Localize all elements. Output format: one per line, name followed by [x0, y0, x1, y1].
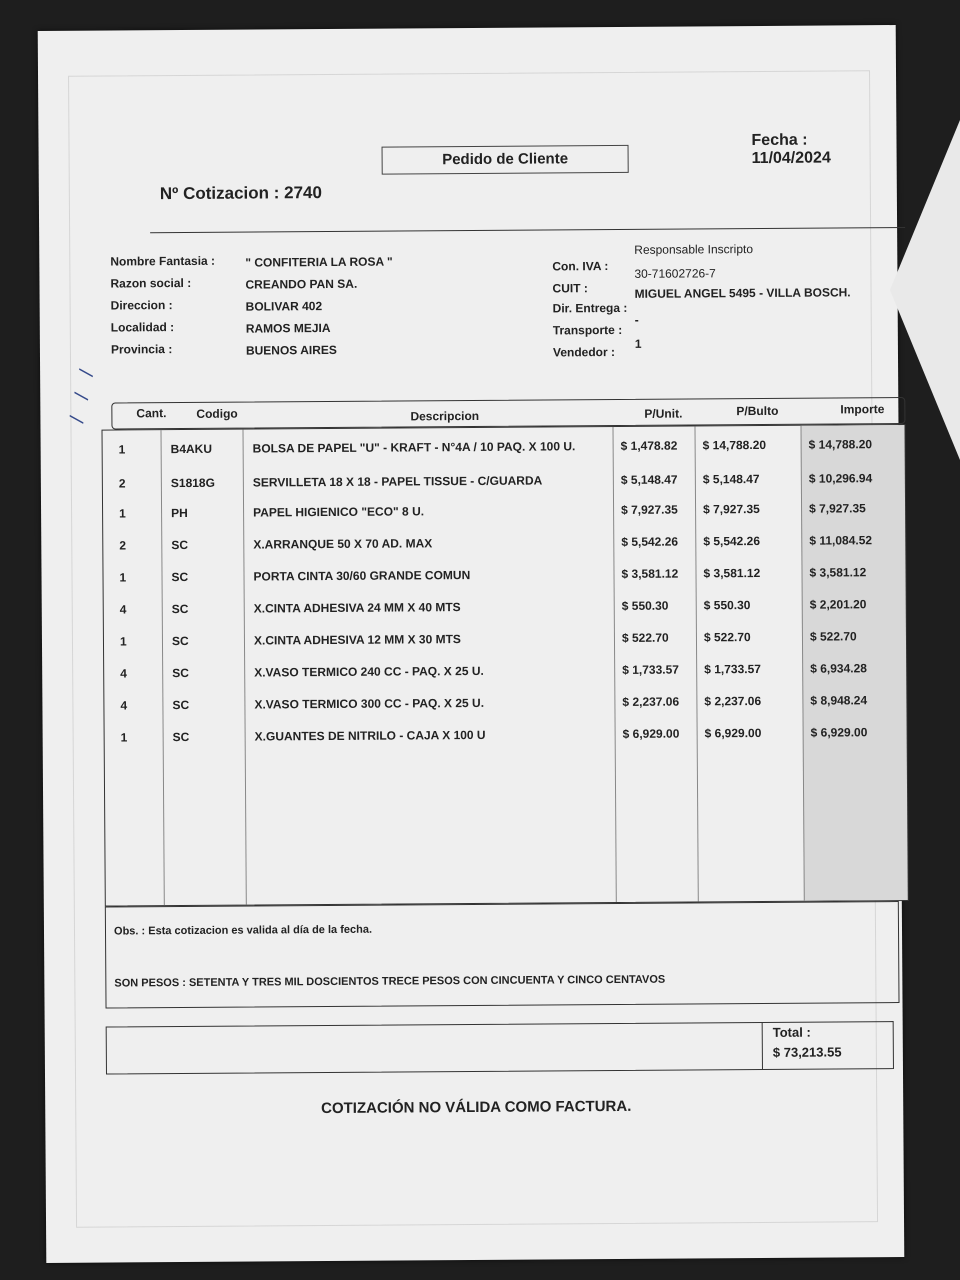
header-divider	[150, 227, 905, 233]
cell-codigo: B4AKU	[170, 441, 213, 457]
cell-desc: X.VASO TERMICO 240 CC - PAQ. X 25 U.	[254, 663, 484, 680]
cell-pbulto: $ 3,581.12	[703, 565, 761, 581]
cell-punit: $ 522.70	[621, 630, 669, 645]
cell-cant: 4	[120, 666, 127, 681]
cell-importe: $ 522.70	[809, 629, 857, 644]
cell-importe: $ 6,934.28	[810, 661, 867, 676]
cell-cant: 2	[119, 538, 127, 553]
label-cuit: CUIT :	[552, 281, 588, 296]
date-label: Fecha : 11/04/2024	[751, 131, 831, 168]
label-provincia: Provincia :	[110, 342, 173, 357]
quote-paper	[38, 25, 905, 1263]
cell-desc: BOLSA DE PAPEL "U" - KRAFT - N°4A / 10 PAQ. X 100 U.	[252, 439, 576, 456]
background-paper-corner	[890, 120, 960, 460]
value-cond-iva: Responsable Inscripto	[634, 242, 754, 257]
quote-number: Nº Cotizacion : 2740	[159, 183, 323, 204]
cell-codigo: SC	[172, 697, 190, 713]
value-razon-social: CREANDO PAN SA.	[245, 276, 358, 292]
cell-cant: 4	[120, 698, 128, 713]
cell-codigo: SC	[172, 729, 190, 745]
value-transporte: -	[634, 312, 639, 327]
amount-in-words: SON PESOS : SETENTA Y TRES MIL DOSCIENTOS TRECE PESOS CON CINCUENTA Y CINCO CENTAVOS	[114, 973, 666, 990]
cell-punit: $ 3,581.12	[621, 566, 679, 581]
invoice-disclaimer: COTIZACIÓN NO VÁLIDA COMO FACTURA.	[321, 1097, 632, 1118]
form-frame	[65, 70, 885, 1228]
cell-cant: 1	[118, 442, 126, 457]
value-cuit: 30-71602726-7	[634, 266, 716, 281]
cell-importe: $ 10,296.94	[808, 471, 873, 486]
cell-punit: $ 7,927.35	[621, 502, 678, 517]
cell-importe: $ 3,581.12	[809, 565, 867, 580]
col-cant: Cant.	[136, 406, 167, 421]
cell-pbulto: $ 2,237.06	[704, 693, 762, 709]
cell-importe: $ 14,788.20	[808, 437, 873, 452]
col-punit: P/Unit.	[644, 406, 683, 421]
cell-punit: $ 550.30	[621, 598, 669, 613]
cell-pbulto: $ 14,788.20	[702, 437, 767, 453]
cell-pbulto: $ 1,733.57	[704, 661, 761, 677]
cell-codigo: SC	[171, 601, 189, 617]
value-dir-entrega: MIGUEL ANGEL 5495 - VILLA BOSCH.	[634, 285, 851, 301]
cell-cant: 1	[119, 570, 127, 585]
cell-importe: $ 8,948.24	[810, 693, 868, 708]
label-cond-iva: Con. IVA :	[552, 259, 609, 274]
value-localidad: RAMOS MEJIA	[245, 320, 331, 336]
label-vendedor: Vendedor :	[552, 344, 616, 360]
label-razon-social: Razon social :	[110, 275, 192, 291]
table-row	[104, 593, 906, 623]
table-row	[104, 625, 906, 655]
cell-desc: X.ARRANQUE 50 X 70 AD. MAX	[253, 536, 433, 552]
cell-cant: 1	[119, 634, 127, 649]
col-codigo: Codigo	[196, 406, 238, 421]
cell-desc: X.CINTA ADHESIVA 12 MM X 30 MTS	[253, 632, 461, 648]
cell-punit: $ 2,237.06	[622, 694, 680, 709]
cell-codigo: SC	[171, 569, 189, 585]
total-label: Total :	[772, 1024, 811, 1040]
cell-desc: X.GUANTES DE NITRILO - CAJA X 100 U	[254, 727, 486, 744]
col-importe: Importe	[840, 402, 885, 417]
cell-codigo: S1818G	[170, 475, 215, 491]
table-row	[104, 689, 906, 719]
cell-pbulto: $ 5,148.47	[702, 471, 760, 487]
cell-codigo: SC	[172, 665, 189, 681]
cell-codigo: SC	[171, 537, 189, 553]
cell-pbulto: $ 550.30	[703, 598, 751, 613]
label-dir-entrega: Dir. Entrega :	[552, 300, 628, 316]
items-table	[101, 424, 908, 907]
table-row	[105, 721, 907, 751]
cell-punit: $ 5,542.26	[621, 534, 679, 549]
document-title-box: Pedido de Cliente	[382, 145, 629, 175]
label-direccion: Direccion :	[110, 298, 173, 313]
cell-importe: $ 6,929.00	[810, 725, 868, 740]
cell-desc: X.CINTA ADHESIVA 24 MM X 40 MTS	[253, 600, 461, 616]
value-nombre-fantasia: " CONFITERIA LA ROSA "	[245, 254, 393, 270]
cell-punit: $ 6,929.00	[622, 726, 680, 741]
cell-importe: $ 2,201.20	[809, 597, 867, 612]
value-vendedor: 1	[634, 336, 642, 351]
cell-punit: $ 1,478.82	[620, 438, 678, 453]
total-value: $ 73,213.55	[772, 1044, 842, 1060]
cell-desc: PORTA CINTA 30/60 GRANDE COMUN	[253, 568, 471, 584]
cell-pbulto: $ 7,927.35	[703, 501, 760, 517]
table-row	[103, 433, 905, 463]
table-row	[103, 561, 905, 591]
col-pbulto: P/Bulto	[736, 403, 779, 419]
table-row	[103, 529, 905, 559]
cell-punit: $ 1,733.57	[622, 662, 679, 677]
total-cell	[762, 1022, 894, 1069]
cell-cant: 1	[120, 730, 128, 745]
col-descripcion: Descripcion	[410, 408, 480, 424]
cell-desc: PAPEL HIGIENICO "ECO" 8 U.	[253, 504, 425, 520]
cell-cant: 1	[119, 506, 126, 521]
label-nombre-fantasia: Nombre Fantasia :	[110, 253, 216, 269]
observations-box	[105, 901, 900, 1009]
cell-desc: SERVILLETA 18 X 18 - PAPEL TISSUE - C/GUARDA	[252, 473, 543, 490]
value-provincia: BUENOS AIRES	[245, 342, 337, 358]
cell-cant: 4	[119, 602, 127, 617]
cell-codigo: SC	[171, 633, 189, 649]
cell-pbulto: $ 522.70	[703, 630, 751, 645]
cell-pbulto: $ 5,542.26	[703, 533, 761, 549]
cell-punit: $ 5,148.47	[620, 472, 678, 487]
total-box	[106, 1021, 894, 1075]
cell-importe: $ 11,084.52	[809, 533, 873, 548]
label-localidad: Localidad :	[110, 320, 175, 335]
observation-text: Obs. : Esta cotizacion es valida al día de la fecha.	[113, 923, 373, 938]
cell-cant: 2	[118, 476, 126, 491]
cell-codigo: PH	[171, 505, 188, 521]
table-row	[103, 467, 905, 497]
cell-pbulto: $ 6,929.00	[704, 725, 762, 741]
table-row	[103, 497, 905, 527]
table-row	[104, 657, 906, 687]
cell-importe: $ 7,927.35	[809, 501, 866, 516]
cell-desc: X.VASO TERMICO 300 CC - PAQ. X 25 U.	[254, 695, 485, 712]
label-transporte: Transporte :	[552, 322, 623, 338]
value-direccion: BOLIVAR 402	[245, 299, 323, 314]
handwritten-mark: / / /	[65, 361, 99, 425]
